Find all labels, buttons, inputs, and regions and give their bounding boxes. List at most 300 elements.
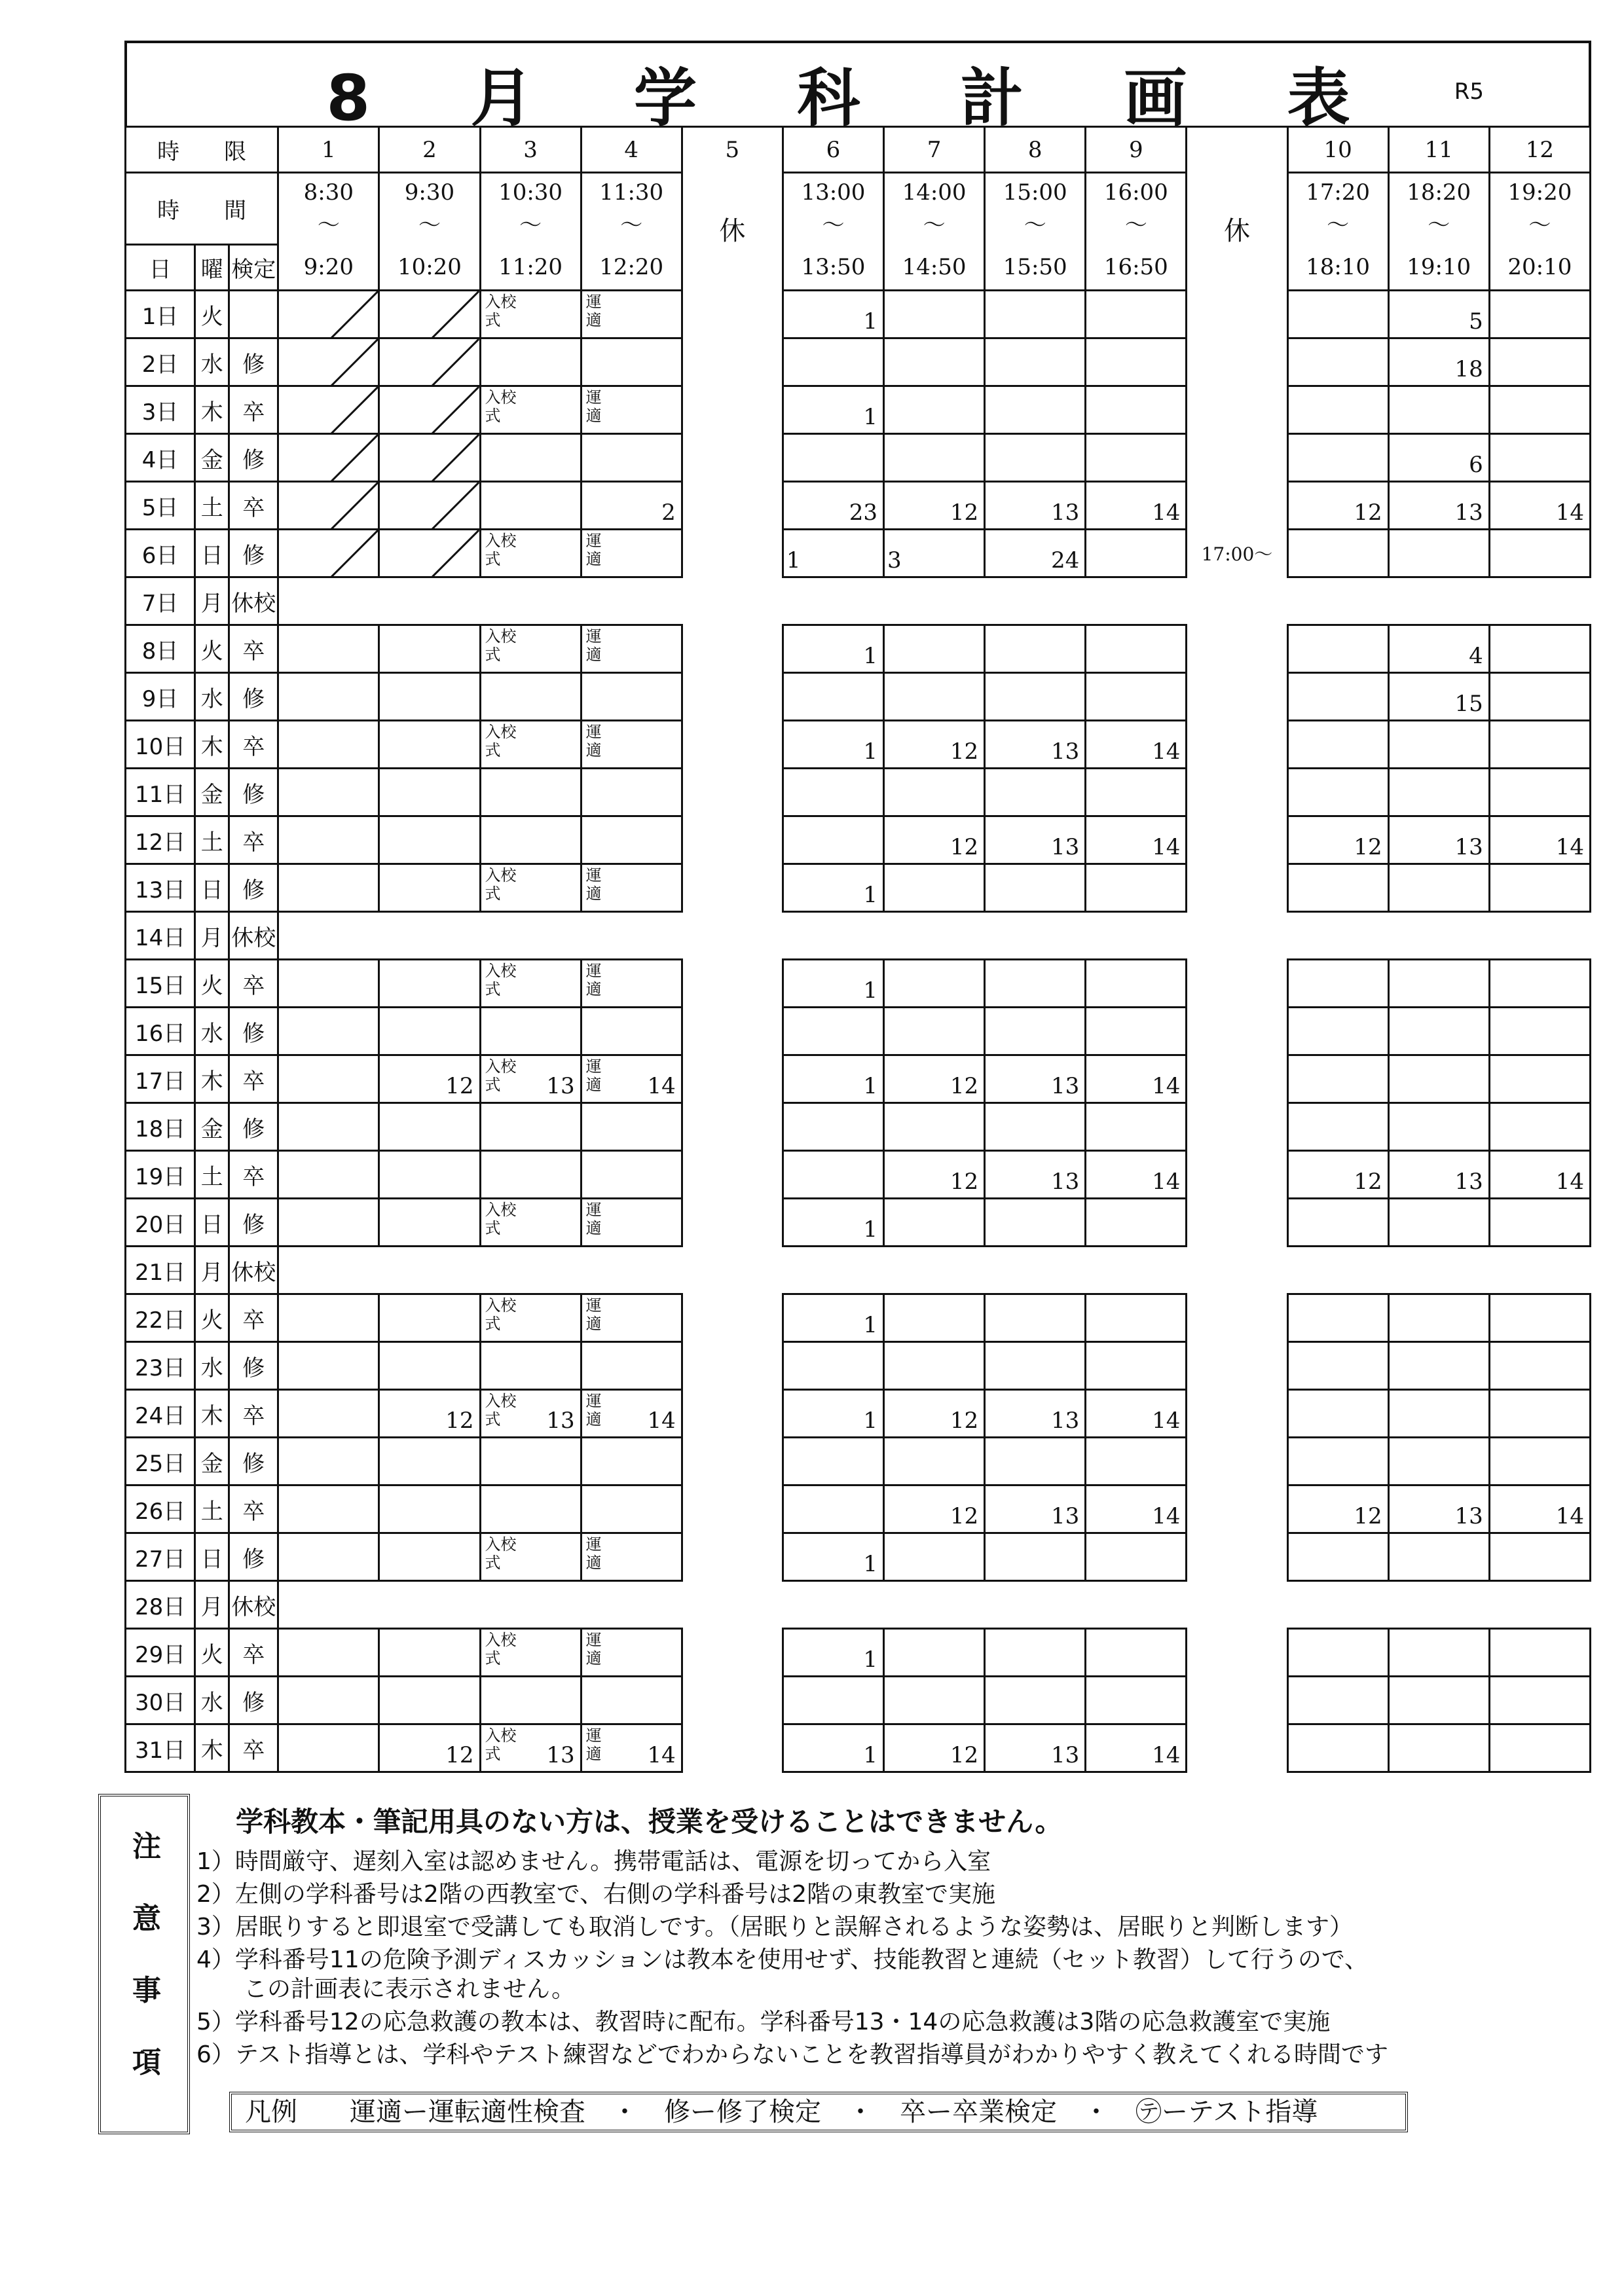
- header-row-columns: [126, 245, 1591, 291]
- slot-cell: [1388, 291, 1489, 338]
- end-time-cell: [884, 245, 985, 291]
- weekday-cell: [195, 338, 229, 386]
- orientation-label-line: 式: [485, 1315, 501, 1333]
- day-cell-text: 11日: [134, 781, 186, 808]
- period-start-time: 8:30: [303, 179, 354, 206]
- slot-cell: [682, 912, 783, 960]
- slot-cell: [1489, 1103, 1590, 1151]
- slot-cell: [985, 1151, 1086, 1199]
- slot-cell: [682, 291, 783, 338]
- slot-cell: [783, 1247, 883, 1294]
- notes-label-char: 注: [132, 1830, 161, 1863]
- exam-cell: [229, 1629, 278, 1677]
- slot-cell: [1489, 769, 1590, 816]
- aptitude-test-label-line: 運: [585, 627, 602, 646]
- slot-cell: [985, 386, 1086, 434]
- slot-cell: [1187, 960, 1287, 1008]
- slot-cell: [278, 912, 379, 960]
- slot-cell: [278, 291, 379, 338]
- schedule-row: [126, 1485, 1591, 1533]
- day-header: 日: [149, 257, 172, 283]
- slot-cell: [1287, 1485, 1388, 1533]
- day-cell-text: 25日: [134, 1450, 186, 1477]
- slot-cell: [1489, 673, 1590, 721]
- weekday-cell-text: 木: [200, 1737, 223, 1764]
- schedule-row: [126, 1342, 1591, 1390]
- day-cell: [126, 1247, 195, 1294]
- slot-cell: [1287, 1008, 1388, 1055]
- period-number: 7: [927, 136, 942, 163]
- exam-cell: [229, 1390, 278, 1438]
- slot-cell: [783, 769, 883, 816]
- exam-cell: [229, 338, 278, 386]
- weekday-cell-text: 金: [200, 781, 223, 808]
- period-end-time: 10:20: [397, 253, 462, 280]
- slot-cell: [682, 577, 783, 625]
- class-number: 14: [647, 1073, 676, 1099]
- slot-cell: [480, 1533, 581, 1581]
- aptitude-test-label-line: 適: [585, 407, 602, 425]
- slot-cell: [783, 1199, 883, 1247]
- day-cell-text: 10日: [134, 733, 186, 760]
- class-number: 14: [647, 1742, 676, 1768]
- schedule-row: [126, 1008, 1591, 1055]
- exam-cell: [229, 386, 278, 434]
- weekday-cell-text: 水: [200, 1355, 223, 1381]
- day-cell: [126, 1055, 195, 1103]
- slot-cell: [1388, 338, 1489, 386]
- slot-cell: [682, 1008, 783, 1055]
- slot-cell: [278, 1151, 379, 1199]
- slot-cell: [884, 625, 985, 673]
- schedule-table: [124, 126, 1591, 1773]
- slot-cell: [1489, 530, 1590, 577]
- class-number: 13: [546, 1742, 575, 1768]
- slot-cell: [1086, 1390, 1187, 1438]
- exam-cell: [229, 721, 278, 769]
- exam-cell: [229, 1581, 278, 1629]
- slot-cell: [985, 1390, 1086, 1438]
- slot-cell: [581, 338, 682, 386]
- slot-cell: [1187, 291, 1287, 338]
- aptitude-test-label-line: 適: [585, 1219, 602, 1237]
- time-cell: [884, 173, 985, 245]
- slot-cell: [985, 1629, 1086, 1677]
- slot-cell: [278, 1199, 379, 1247]
- slot-cell: [783, 1103, 883, 1151]
- day-cell: [126, 1533, 195, 1581]
- weekday-cell: [195, 769, 229, 816]
- aptitude-test-label: [586, 1631, 602, 1667]
- class-number: 14: [1152, 1169, 1181, 1195]
- period-number-cell: [884, 127, 985, 173]
- exam-cell-text: 修: [242, 685, 265, 712]
- aptitude-test-label-line: 適: [585, 1410, 602, 1429]
- title-bar: [124, 41, 1591, 135]
- end-time-cell: [1489, 245, 1590, 291]
- slot-cell: [278, 769, 379, 816]
- slot-cell: [884, 673, 985, 721]
- slot-cell: [985, 816, 1086, 864]
- slot-cell: [1388, 721, 1489, 769]
- orientation-label-line: 入校: [485, 1201, 517, 1219]
- weekday-cell-text: 金: [200, 446, 223, 473]
- slot-cell: [1388, 1581, 1489, 1629]
- end-time-cell: [581, 245, 682, 291]
- weekday-cell-text: 水: [200, 1020, 223, 1047]
- orientation-label-line: 入校: [485, 1392, 517, 1410]
- period-number-cell: [682, 127, 783, 173]
- period-number: 9: [1129, 136, 1143, 163]
- exam-cell-text: 卒: [242, 1641, 265, 1668]
- slot-cell: [682, 673, 783, 721]
- slot-cell: [682, 864, 783, 912]
- time-cell: [1187, 173, 1287, 291]
- slot-cell: [985, 1724, 1086, 1772]
- class-number: 3: [887, 547, 902, 574]
- day-cell: [126, 577, 195, 625]
- weekday-cell: [195, 1294, 229, 1342]
- aptitude-test-label-line: 適: [585, 741, 602, 759]
- class-number: 1: [863, 1551, 878, 1577]
- day-cell: [126, 769, 195, 816]
- slot-cell: [884, 912, 985, 960]
- day-header-cell: [126, 245, 195, 291]
- class-number: 13: [546, 1408, 575, 1434]
- break-label: 休: [1223, 215, 1250, 246]
- day-cell-text: 31日: [134, 1737, 186, 1764]
- slot-cell: [1187, 386, 1287, 434]
- day-cell-text: 27日: [134, 1546, 186, 1573]
- orientation-label: [485, 1057, 517, 1094]
- slot-cell: [1388, 577, 1489, 625]
- schedule-row: [126, 1629, 1591, 1677]
- slot-cell: [1388, 1677, 1489, 1724]
- exam-cell: [229, 625, 278, 673]
- weekday-cell: [195, 673, 229, 721]
- slot-cell: [379, 816, 480, 864]
- day-cell: [126, 721, 195, 769]
- orientation-label: [485, 1535, 517, 1572]
- slot-cell: [884, 960, 985, 1008]
- slot-cell: [682, 960, 783, 1008]
- slot-cell: [581, 769, 682, 816]
- class-number: 13: [1454, 1503, 1483, 1529]
- slot-cell: [682, 816, 783, 864]
- slot-cell: [278, 1629, 379, 1677]
- exam-cell: [229, 1247, 278, 1294]
- aptitude-test-label: [586, 1535, 602, 1572]
- weekday-cell-text: 火: [200, 1307, 223, 1334]
- slot-cell: [884, 577, 985, 625]
- slot-cell: [1388, 1342, 1489, 1390]
- slot-cell: [1086, 1008, 1187, 1055]
- not-applicable-slash: [380, 291, 479, 338]
- slot-cell: [379, 1581, 480, 1629]
- class-number: 14: [1152, 1073, 1181, 1099]
- slot-cell: [278, 1581, 379, 1629]
- weekday-cell: [195, 577, 229, 625]
- slot-cell: [884, 1438, 985, 1485]
- slot-cell: [379, 960, 480, 1008]
- slot-cell: [1489, 1533, 1590, 1581]
- slot-cell: [884, 721, 985, 769]
- slot-cell: [278, 673, 379, 721]
- slot-cell: [682, 1151, 783, 1199]
- end-time-cell: [480, 245, 581, 291]
- exam-cell: [229, 1724, 278, 1772]
- weekday-cell: [195, 482, 229, 530]
- weekday-cell: [195, 1724, 229, 1772]
- not-applicable-slash: [380, 339, 479, 386]
- slot-cell: [581, 1247, 682, 1294]
- class-number: 12: [445, 1408, 474, 1434]
- slot-cell: [783, 1151, 883, 1199]
- orientation-label: [485, 532, 517, 568]
- class-number: 1: [863, 977, 878, 1004]
- class-number: 12: [445, 1742, 474, 1768]
- exam-cell-text: 修: [242, 1546, 265, 1573]
- slot-cell: [1287, 1151, 1388, 1199]
- slot-cell: [1187, 1533, 1287, 1581]
- slot-cell: [985, 864, 1086, 912]
- weekday-cell: [195, 625, 229, 673]
- slot-cell: [884, 1151, 985, 1199]
- slot-cell: [985, 960, 1086, 1008]
- slot-cell: [581, 816, 682, 864]
- class-number: 1: [863, 1742, 878, 1768]
- slot-cell: [1388, 1055, 1489, 1103]
- time-cell: [1489, 173, 1590, 245]
- slot-cell: [1388, 1390, 1489, 1438]
- weekday-cell-text: 土: [200, 1498, 223, 1525]
- slot-cell: [278, 1677, 379, 1724]
- weekday-cell: [195, 912, 229, 960]
- weekday-cell-text: 木: [200, 399, 223, 426]
- day-cell: [126, 1581, 195, 1629]
- not-applicable-slash: [279, 530, 378, 577]
- slot-cell: [1489, 338, 1590, 386]
- class-number: 12: [950, 1169, 979, 1195]
- weekday-cell: [195, 1677, 229, 1724]
- schedule-row: [126, 577, 1591, 625]
- slot-cell: [985, 434, 1086, 482]
- slot-cell: [1187, 1199, 1287, 1247]
- orientation-label: [485, 627, 517, 664]
- slot-cell: [1187, 434, 1287, 482]
- slot-cell: [682, 1247, 783, 1294]
- slot-cell: [682, 1055, 783, 1103]
- orientation-label-line: 入校: [485, 388, 517, 407]
- slot-cell: [379, 1055, 480, 1103]
- slot-cell: [1187, 1581, 1287, 1629]
- time-cell: [278, 173, 379, 245]
- slot-cell: [581, 530, 682, 577]
- era-label: R5: [1454, 79, 1484, 105]
- day-cell: [126, 1485, 195, 1533]
- weekday-header: 曜: [200, 257, 223, 283]
- weekday-cell-text: 水: [200, 685, 223, 712]
- period-start-time: 16:00: [1103, 179, 1168, 206]
- slot-cell: [682, 1724, 783, 1772]
- tilde: ～: [1024, 212, 1046, 239]
- slot-cell: [1187, 1485, 1287, 1533]
- slot-cell: [1287, 960, 1388, 1008]
- slot-cell: [1489, 1677, 1590, 1724]
- slot-cell: [278, 530, 379, 577]
- slot-cell: [1287, 577, 1388, 625]
- weekday-cell-text: 金: [200, 1116, 223, 1142]
- day-cell-text: 18日: [134, 1116, 186, 1142]
- slot-cell: [581, 1151, 682, 1199]
- tilde: ～: [317, 212, 340, 239]
- day-cell-text: 19日: [134, 1163, 186, 1190]
- slot-cell: [884, 1342, 985, 1390]
- slot-cell: [480, 1390, 581, 1438]
- period-number: 3: [523, 136, 538, 163]
- weekday-header-cell: [195, 245, 229, 291]
- slot-cell: [1287, 1724, 1388, 1772]
- schedule-row: [126, 1055, 1591, 1103]
- slot-cell: [1388, 1103, 1489, 1151]
- exam-header-cell: [229, 245, 278, 291]
- end-time-cell: [1086, 245, 1187, 291]
- schedule-row: [126, 1199, 1591, 1247]
- slot-cell: [985, 482, 1086, 530]
- slot-cell: [278, 1103, 379, 1151]
- day-cell-text: 14日: [134, 924, 186, 951]
- slot-cell: [480, 864, 581, 912]
- slot-cell: [1086, 386, 1187, 434]
- weekday-cell: [195, 1342, 229, 1390]
- slot-cell: [278, 625, 379, 673]
- slot-cell: [783, 1342, 883, 1390]
- weekday-cell: [195, 386, 229, 434]
- slot-cell: [884, 291, 985, 338]
- slot-cell: [1287, 769, 1388, 816]
- day-cell: [126, 1629, 195, 1677]
- schedule-row: [126, 721, 1591, 769]
- schedule-row: [126, 482, 1591, 530]
- slot-cell: [1287, 721, 1388, 769]
- exam-cell-text: 卒: [242, 1307, 265, 1334]
- aptitude-test-label-line: 適: [585, 311, 602, 329]
- not-applicable-slash: [380, 530, 479, 577]
- slot-cell: [884, 1390, 985, 1438]
- day-cell: [126, 530, 195, 577]
- slot-cell: [985, 1581, 1086, 1629]
- header-row-times: [126, 173, 1591, 245]
- orientation-label: [485, 1726, 517, 1763]
- notes-section: [98, 1794, 1480, 2134]
- aptitude-test-label-line: 運: [585, 1631, 602, 1649]
- aptitude-test-label: [586, 627, 602, 664]
- exam-cell-text: 卒: [242, 638, 265, 665]
- class-number: 1: [863, 1312, 878, 1338]
- slot-cell: [480, 1199, 581, 1247]
- day-cell-text: 23日: [134, 1355, 186, 1381]
- slot-cell: [1489, 1055, 1590, 1103]
- weekday-cell: [195, 721, 229, 769]
- slot-cell: [379, 434, 480, 482]
- schedule-row: [126, 291, 1591, 338]
- aptitude-test-label-line: 運: [585, 1296, 602, 1315]
- slot-cell: [480, 721, 581, 769]
- slot-cell: [1287, 864, 1388, 912]
- weekday-cell-text: 月: [200, 590, 223, 617]
- orientation-label: [485, 962, 517, 998]
- class-number: 12: [1354, 1503, 1382, 1529]
- slot-cell: [1187, 1294, 1287, 1342]
- slot-cell: [884, 864, 985, 912]
- slot-cell: [480, 816, 581, 864]
- slot-cell: [682, 1390, 783, 1438]
- slot-cell: [1187, 769, 1287, 816]
- slot-cell: [581, 912, 682, 960]
- weekday-cell: [195, 1390, 229, 1438]
- slot-cell: [1086, 1581, 1187, 1629]
- weekday-cell-text: 土: [200, 494, 223, 521]
- period-end-time: 11:20: [498, 253, 563, 280]
- orientation-label: [485, 293, 517, 329]
- slot-cell: [884, 1294, 985, 1342]
- orientation-label-line: 入校: [485, 532, 517, 550]
- weekday-cell: [195, 434, 229, 482]
- schedule-row: [126, 912, 1591, 960]
- slot-cell: [682, 530, 783, 577]
- slot-cell: [783, 721, 883, 769]
- class-number: 5: [1469, 308, 1483, 335]
- period-number-cell: [1086, 127, 1187, 173]
- exam-cell: [229, 1008, 278, 1055]
- slot-cell: [1489, 1438, 1590, 1485]
- slot-cell: [1388, 625, 1489, 673]
- day-cell-text: 22日: [134, 1307, 186, 1334]
- day-cell: [126, 434, 195, 482]
- slot-cell: [1388, 1151, 1489, 1199]
- period-number-cell: [783, 127, 883, 173]
- aptitude-test-label: [586, 1201, 602, 1237]
- orientation-label-line: 入校: [485, 962, 517, 980]
- class-number: 14: [1555, 1169, 1584, 1195]
- slot-cell: [1086, 482, 1187, 530]
- class-number: 12: [950, 500, 979, 526]
- period-number: 2: [422, 136, 437, 163]
- class-number: 1: [863, 738, 878, 765]
- slot-cell: [1187, 1390, 1287, 1438]
- orientation-label-line: 式: [485, 884, 501, 903]
- day-cell: [126, 673, 195, 721]
- slot-cell: [985, 1103, 1086, 1151]
- slot-cell: [1287, 1342, 1388, 1390]
- day-cell: [126, 338, 195, 386]
- slot-cell: [379, 1008, 480, 1055]
- weekday-cell-text: 土: [200, 829, 223, 856]
- exam-cell: [229, 1485, 278, 1533]
- exam-cell-text: 休校: [231, 590, 276, 617]
- slot-cell: [278, 721, 379, 769]
- slot-cell: [278, 1390, 379, 1438]
- slot-cell: [480, 1294, 581, 1342]
- orientation-label-line: 入校: [485, 723, 517, 741]
- slot-cell: [379, 482, 480, 530]
- class-number: 13: [546, 1073, 575, 1099]
- day-cell: [126, 1724, 195, 1772]
- exam-cell: [229, 769, 278, 816]
- slot-cell: [884, 1629, 985, 1677]
- slot-cell: [581, 960, 682, 1008]
- period-start-time: 17:20: [1306, 179, 1371, 206]
